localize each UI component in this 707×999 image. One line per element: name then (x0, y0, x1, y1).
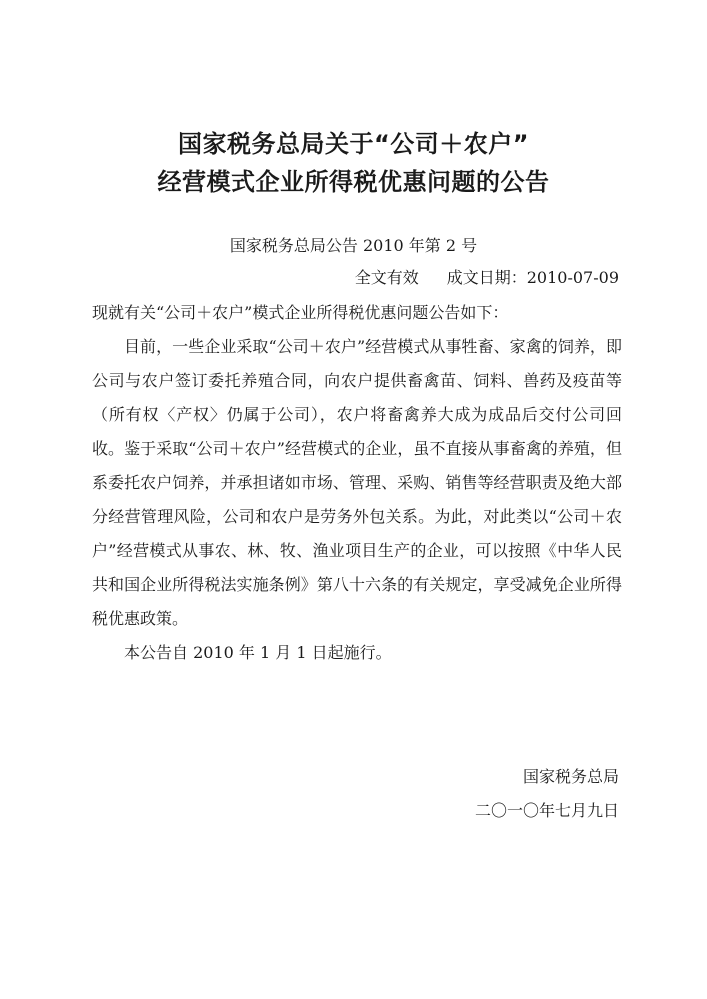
issue-date: 2010-07-09 (526, 268, 619, 287)
issue-date-label: 成文日期： (446, 268, 527, 287)
document-body (92, 296, 622, 670)
effective-date-paragraph: 本公告自 2010 年 1 月 1 日起施行。 (124, 643, 392, 662)
document-meta (355, 265, 619, 288)
document-title-line-1: 国家税务总局关于“公司＋农户” (177, 130, 530, 158)
announcement-number: 国家税务总局公告 2010 年第 2 号 (229, 236, 478, 255)
intro-paragraph: 现就有关“公司＋农户”模式企业所得税优惠问题公告如下： (92, 303, 509, 322)
validity-status: 全文有效 (354, 268, 419, 287)
signature-date: 二〇一〇年七月九日 (474, 801, 619, 820)
issuing-authority: 国家税务总局 (522, 767, 619, 786)
main-paragraph: 目前，一些企业采取“公司＋农户”经营模式从事牲畜、家禽的饲养，即公司与农户签订委托养殖合同，向农户提供畜禽苗、饲料、兽药及疫苗等（所有权〈产权〉仍属于公司），农户将畜禽养大成为成品后交付公司回收。鉴于采取“公司＋农户”经营模式的企业，虽不直接从事畜禽的养殖，但系委托农户饲养，并承担诸如市场、管理、采购、销售等经营职责及绝大部分经营管理风险，公司和农户是劳务外包关系。为此，对此类以“公司＋农户”经营模式从事农、林、牧、渔业项目生产的企业，可以按照《中华人民共和国企业所得税法实施条例》第八十六条的有关规定，享受减免企业所得税优惠政策。 (92, 337, 622, 628)
document-title-line-2: 经营模式企业所得税优惠问题的公告 (157, 168, 550, 196)
